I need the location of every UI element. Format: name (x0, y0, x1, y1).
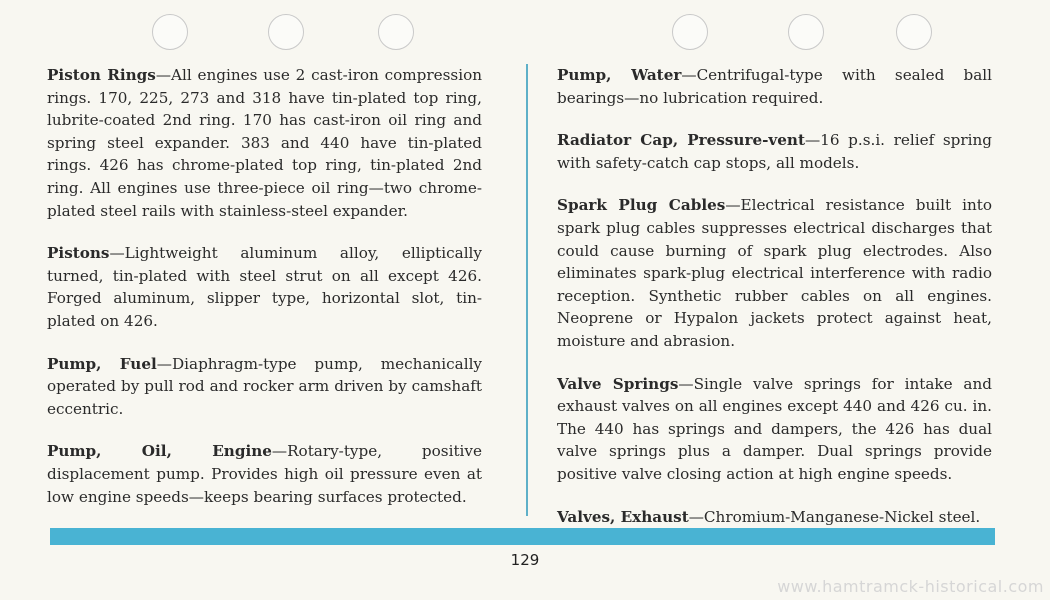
binder-hole (378, 14, 414, 50)
entry-term: Pump, Water (557, 66, 682, 84)
spec-entry-pump-water (557, 64, 992, 109)
entry-text: Chromium-Manganese-Nickel steel. (703, 507, 981, 526)
watermark: www.hamtramck-historical.com (777, 577, 1044, 596)
entry-text: Diaphragm-type pump, mechanically operated by pull rod and rocker arm driven by camshaft eccentric. (47, 354, 483, 418)
entry-term: Radiator Cap, Pressure-vent (557, 131, 805, 150)
spec-entry-valve-springs (557, 373, 992, 486)
entry-text: Single valve springs for intake and exhaust valves on all engines except 440 and 426 cu. in. The 440 has springs and dampers, the 426 has dual valve springs plus a damper. Dual springs provide positive valve closing action at high engine speeds. (557, 374, 992, 483)
binder-hole (268, 14, 304, 50)
entry-dash: — (156, 354, 172, 373)
entry-term: Valve Springs (557, 374, 679, 393)
spec-entry-pump-fuel (47, 353, 482, 421)
entry-text: All engines use 2 cast-iron compression rings. 170, 225, 273 and 318 have tin-plated top ring, lubrite-coated 2nd ring. 170 has cast-iron oil ring and spring steel expander. 383 and 440 have tin-plated rings. 426 has chrome-plated top ring, tin-plated 2nd ring. All engines use three-piece oil ring—two chrome-plated steel rails with stainless-steel expander. (47, 66, 482, 220)
entry-dash: — (804, 131, 821, 150)
spec-entry-pistons (47, 242, 482, 332)
binder-hole (896, 14, 932, 50)
page-number: 129 (510, 551, 540, 569)
footer-color-band (50, 528, 995, 545)
left-column (47, 64, 482, 528)
spec-entry-valves-exhaust (557, 506, 992, 529)
spec-entry-piston-rings (47, 64, 482, 222)
spec-entry-pump-oil-engine (47, 440, 482, 508)
right-column (557, 64, 992, 548)
entry-text: Rotary-type, positive displacement pump. Provides high oil pressure even at low engine speeds—keeps bearing surfaces protected. (47, 442, 482, 506)
entry-dash: — (681, 66, 697, 84)
entry-term: Piston Rings (47, 66, 156, 84)
entry-dash: — (271, 442, 288, 461)
entry-term: Pump, Oil, Engine (47, 442, 272, 461)
entry-term: Pistons (47, 244, 110, 263)
column-divider (526, 64, 528, 516)
binder-hole (788, 14, 824, 50)
entry-dash: — (688, 507, 704, 526)
entry-term: Valves, Exhaust (557, 507, 689, 526)
spec-entry-spark-plug-cables (557, 194, 992, 352)
spec-entry-radiator-cap (557, 129, 992, 174)
entry-dash: — (155, 66, 172, 84)
entry-dash: — (678, 374, 694, 393)
entry-term: Pump, Fuel (47, 354, 157, 373)
entry-text: Electrical resistance built into spark plug cables suppresses electrical discharges that could cause burning of spark plug electrodes. Also eliminates spark-plug electrical interference with radio reception. Synthetic rubber cables on all engines. Neoprene or Hypalon jackets protect against heat, moisture and abrasion. (557, 196, 992, 350)
entry-dash: — (109, 244, 125, 263)
binder-hole (672, 14, 708, 50)
binder-hole (152, 14, 188, 50)
entry-term: Spark Plug Cables (557, 196, 726, 215)
entry-text: 16 p.s.i. relief spring with safety-catch cap stops, all models. (557, 131, 993, 172)
entry-text: Lightweight aluminum alloy, elliptically turned, tin-plated with steel strut on all except 426. Forged aluminum, slipper type, horizontal slot, tin-plated on 426. (47, 244, 482, 330)
entry-text: Centrifugal-type with sealed ball bearings—no lubrication required. (557, 66, 993, 107)
entry-dash: — (725, 196, 741, 215)
